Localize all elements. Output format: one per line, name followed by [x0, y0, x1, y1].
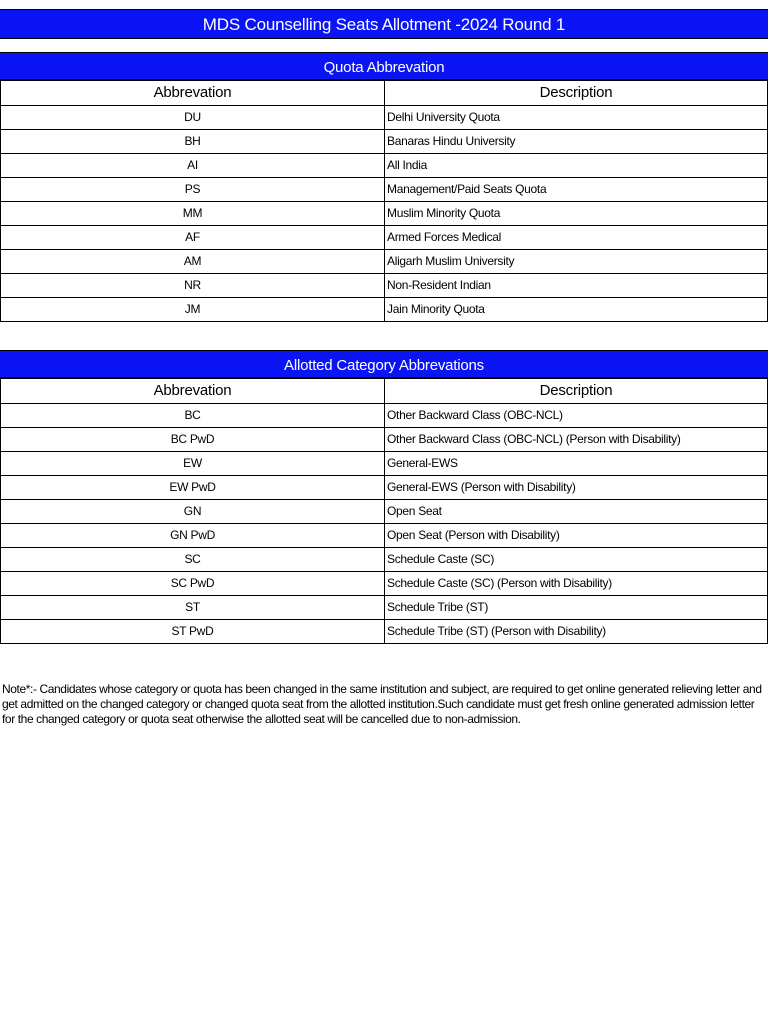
abbreviation-cell: SC — [1, 548, 385, 572]
abbreviation-cell: EW PwD — [1, 476, 385, 500]
abbreviation-cell: AI — [1, 154, 385, 178]
table-row — [1, 452, 768, 476]
abbreviation-cell: BH — [1, 130, 385, 154]
table-row — [1, 596, 768, 620]
table-row — [1, 572, 768, 596]
category-table-body — [1, 379, 768, 644]
description-cell: Jain Minority Quota — [385, 298, 768, 322]
description-cell: General-EWS — [385, 452, 768, 476]
table-row — [1, 620, 768, 644]
description-cell: Open Seat (Person with Disability) — [385, 524, 768, 548]
description-cell: Open Seat — [385, 500, 768, 524]
description-cell: Management/Paid Seats Quota — [385, 178, 768, 202]
table-row — [1, 250, 768, 274]
description-cell: Schedule Tribe (ST) — [385, 596, 768, 620]
table-row — [1, 298, 768, 322]
table-row — [1, 548, 768, 572]
abbreviation-cell: ST PwD — [1, 620, 385, 644]
table-row — [1, 428, 768, 452]
table-row — [1, 524, 768, 548]
description-cell: Armed Forces Medical — [385, 226, 768, 250]
category-column-header-row — [1, 379, 768, 404]
table-row — [1, 154, 768, 178]
abbreviation-cell: AM — [1, 250, 385, 274]
table-row — [1, 226, 768, 250]
abbreviation-cell: GN PwD — [1, 524, 385, 548]
abbreviation-cell: SC PwD — [1, 572, 385, 596]
description-cell: General-EWS (Person with Disability) — [385, 476, 768, 500]
quota-column-header-row — [1, 81, 768, 106]
table-row — [1, 404, 768, 428]
quota-section-heading: Quota Abbrevation — [0, 52, 768, 80]
category-table — [0, 378, 768, 644]
category-col-abbreviation: Abbrevation — [1, 379, 385, 404]
abbreviation-cell: EW — [1, 452, 385, 476]
abbreviation-cell: JM — [1, 298, 385, 322]
description-cell: Delhi University Quota — [385, 106, 768, 130]
description-cell: All India — [385, 154, 768, 178]
description-cell: Other Backward Class (OBC-NCL) — [385, 404, 768, 428]
description-cell: Aligarh Muslim University — [385, 250, 768, 274]
quota-col-abbreviation: Abbrevation — [1, 81, 385, 106]
table-row — [1, 500, 768, 524]
table-row — [1, 202, 768, 226]
description-cell: Banaras Hindu University — [385, 130, 768, 154]
abbreviation-cell: BC PwD — [1, 428, 385, 452]
abbreviation-cell: MM — [1, 202, 385, 226]
table-row — [1, 476, 768, 500]
abbreviation-cell: DU — [1, 106, 385, 130]
table-row — [1, 106, 768, 130]
description-cell: Schedule Caste (SC) — [385, 548, 768, 572]
category-section-heading: Allotted Category Abbrevations — [0, 350, 768, 378]
table-row — [1, 130, 768, 154]
note-text: Note*:- Candidates whose category or quota has been changed in the same institution and subject, are required to get online generated relieving letter and get admitted on the changed category or changed quota seat from the allotted institution.Such candidate must get fresh online generated admission letter for the changed category or quota seat otherwise the allotted seat will be cancelled due to non-admission. — [2, 682, 762, 726]
abbreviation-cell: BC — [1, 404, 385, 428]
abbreviation-cell: GN — [1, 500, 385, 524]
description-cell: Schedule Tribe (ST) (Person with Disability) — [385, 620, 768, 644]
quota-col-description: Description — [385, 81, 768, 106]
table-row — [1, 178, 768, 202]
abbreviation-cell: ST — [1, 596, 385, 620]
description-cell: Non-Resident Indian — [385, 274, 768, 298]
quota-table-body — [1, 81, 768, 322]
description-cell: Schedule Caste (SC) (Person with Disability) — [385, 572, 768, 596]
description-cell: Muslim Minority Quota — [385, 202, 768, 226]
abbreviation-cell: PS — [1, 178, 385, 202]
table-row — [1, 274, 768, 298]
abbreviation-cell: NR — [1, 274, 385, 298]
description-cell: Other Backward Class (OBC-NCL) (Person with Disability) — [385, 428, 768, 452]
quota-table — [0, 80, 768, 322]
page-title: MDS Counselling Seats Allotment -2024 Round 1 — [0, 9, 768, 39]
abbreviation-cell: AF — [1, 226, 385, 250]
category-col-description: Description — [385, 379, 768, 404]
